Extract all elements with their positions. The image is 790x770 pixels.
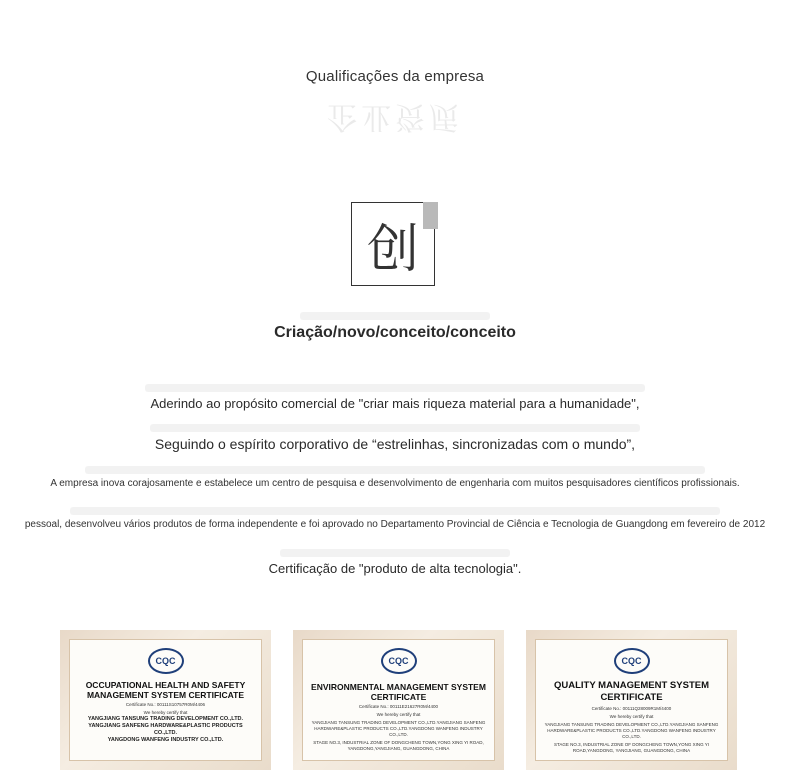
certificate-title: OCCUPATIONAL HEALTH AND SAFETY MANAGEMENT SYSTEM CERTIFICATE — [85, 680, 246, 700]
ghost-decoration — [300, 312, 490, 320]
certificate-card — [526, 630, 737, 770]
certificate-body — [302, 639, 495, 761]
certificate-company: YANGJIANG TANSUNG TRADING DEVELOPMENT CO.,LTD.YANGJIANG SANFENG HARDWARE&PLASTIC PRODUCTS CO.,LTD.YANGDONG WANFENG INDUSTRY CO.,LTD. — [544, 722, 719, 739]
cqc-logo-icon: CQC — [614, 648, 650, 674]
ghost-decoration — [150, 424, 640, 432]
ghost-decoration — [85, 466, 705, 474]
paragraph-line-3: A empresa inova corajosamente e estabelece um centro de pesquisa e desenvolvimento de engenharia com muitos pesquisadores científicos profissionais. — [50, 478, 740, 489]
certificate-number: Certificate No.: 00111S10757R0M/4406 — [125, 702, 206, 707]
certificate-number: Certificate No.: 00111E21627R0M/4400 — [358, 704, 439, 709]
paragraph-line-5: Certificação de "produto de alta tecnologia". — [268, 561, 522, 576]
certificate-title: ENVIRONMENTAL MANAGEMENT SYSTEM CERTIFICATE — [311, 682, 486, 702]
certificate-card — [60, 630, 271, 770]
certificate-company: YANGJIANG TANSUNG TRADING DEVELOPMENT CO.,LTD. — [87, 716, 244, 722]
certificate-body — [535, 639, 728, 761]
certificate-body — [69, 639, 262, 761]
cqc-logo-icon: CQC — [148, 648, 184, 674]
paragraph-line-2: Seguindo o espírito corporativo de “estrelinhas, sincronizadas com o mundo”, — [154, 436, 636, 452]
certificate-company: YANGDONG WANFENG INDUSTRY CO.,LTD. — [107, 737, 224, 743]
paragraph-line-4: pessoal, desenvolveu vários produtos de forma independente e foi aprovado no Departamento Provincial de Ciência e Tecnologia de Guangdong em fevereiro de 2012 — [24, 519, 766, 530]
section-title-ghost-reflection: 企业资质 — [327, 99, 463, 134]
certificate-company: YANGJIANG SANFENG HARDWARE&PLASTIC PRODUCTS CO.,LTD. — [88, 723, 243, 736]
certificate-company: YANGJIANG TANSUNG TRADING DEVELOPMENT CO.,LTD.YANGJIANG SANFENG HARDWARE&PLASTIC PRODUCTS CO.,LTD.YANGDONG WANFENG INDUSTRY CO.,LTD. — [311, 720, 486, 737]
certificate-certify-text: We hereby certify that — [609, 714, 654, 719]
certificate-title: QUALITY MANAGEMENT SYSTEM CERTIFICATE — [554, 680, 709, 703]
certificate-address: STAGE NO.3, INDUSTRIAL ZONE OF DONGCHENG TOWN,YONG XING YI ROAD,YANGDONG, YANGJIANG, GUANGDONG, CHINA — [553, 742, 710, 753]
ghost-decoration — [70, 507, 720, 515]
certificate-number: Certificate No.: 00111Q28009R1M/4400 — [591, 706, 672, 711]
certificate-certify-text: We hereby certify that — [143, 710, 188, 715]
ghost-decoration — [280, 549, 510, 557]
emblem-character: 创 — [366, 219, 419, 280]
certificate-address: STAGE NO.3, INDUSTRIAL ZONE OF DONGCHENG TOWN,YONG XING YI ROAD, YANGDONG,YANGJIANG, GUANGDONG, CHINA — [313, 740, 484, 751]
ghost-decoration — [145, 384, 645, 392]
paragraph-line-1: Aderindo ao propósito comercial de "criar mais riqueza material para a humanidade", — [150, 396, 640, 411]
certificate-card — [293, 630, 504, 770]
section-title: Qualificações da empresa — [305, 68, 485, 85]
cqc-logo-icon: CQC — [381, 648, 417, 674]
certificate-certify-text: We hereby certify that — [376, 712, 421, 717]
subtitle: Criação/novo/conceito/conceito — [274, 324, 516, 341]
